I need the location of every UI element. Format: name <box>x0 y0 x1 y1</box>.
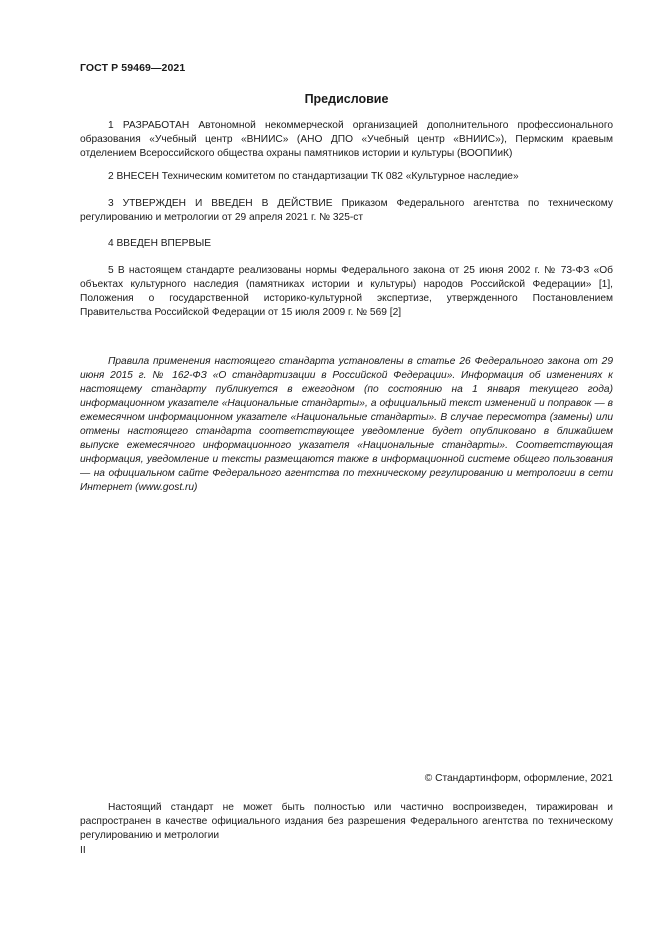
foreword-item-5: 5 В настоящем стандарте реализованы нормы Федерального закона от 25 июня 2002 г. № 73-ФЗ «Об объектах культурного наследия (памятниках истории и культуры) народов Российской Федерации» [1], Положения о государственной историко-культурной экспертизе, утвержденного Постановлением Правительства Российской Федерации от 15 июля 2009 г. № 569 [2] <box>80 265 613 318</box>
foreword-item-2: 2 ВНЕСЕН Техническим комитетом по стандартизации ТК 082 «Культурное наследие» <box>108 171 519 182</box>
foreword-item-1: 1 РАЗРАБОТАН Автономной некоммерческой организацией дополнительного профессионального образования «Учебный центр «ВНИИС» (АНО ДПО «Учебный центр «ВНИИС»), Пермским краевым отделением Всероссийского общества охраны памятников истории и культуры (ВООПИиК) <box>80 120 613 159</box>
foreword-item-3: 3 УТВЕРЖДЕН И ВВЕДЕН В ДЕЙСТВИЕ Приказом Федерального агентства по техническому регулированию и метрологии от 29 апреля 2021 г. № 325-ст <box>80 198 613 223</box>
application-rules-note: Правила применения настоящего стандарта установлены в статье 26 Федерального закона от 29 июня 2015 г. № 162-ФЗ «О стандартизации в Российской Федерации». Информация об изменениях к настоящему стандарту публикуется в ежегодном (по состоянию на 1 января текущего года) информационном указателе «Национальные стандарты», а официальный текст изменений и поправок — в ежемесячном информационном указателе «Национальные стандарты». В случае пересмотра (замены) или отмены настоящего стандарта соответствующее уведомление будет опубликовано в ближайшем выпуске ежемесячного информационного указателя «Национальные стандарты». Соответствующая информация, уведомление и тексты размещаются также в информационной системе общего пользования — на официальном сайте Федерального агентства по техническому регулированию и метрологии в сети Интернет (www.gost.ru) <box>80 356 613 493</box>
reproduction-notice: Настоящий стандарт не может быть полностью или частично воспроизведен, тиражирован и распространен в качестве официального издания без разрешения Федерального агентства по техническому регулированию и метрологии <box>80 802 613 841</box>
foreword-item-4: 4 ВВЕДЕН ВПЕРВЫЕ <box>108 238 212 249</box>
copyright-line: © Стандартинформ, оформление, 2021 <box>424 773 613 784</box>
standard-code: ГОСТ Р 59469—2021 <box>80 62 186 74</box>
page-number: II <box>80 845 86 856</box>
page-title: Предисловие <box>304 92 389 106</box>
